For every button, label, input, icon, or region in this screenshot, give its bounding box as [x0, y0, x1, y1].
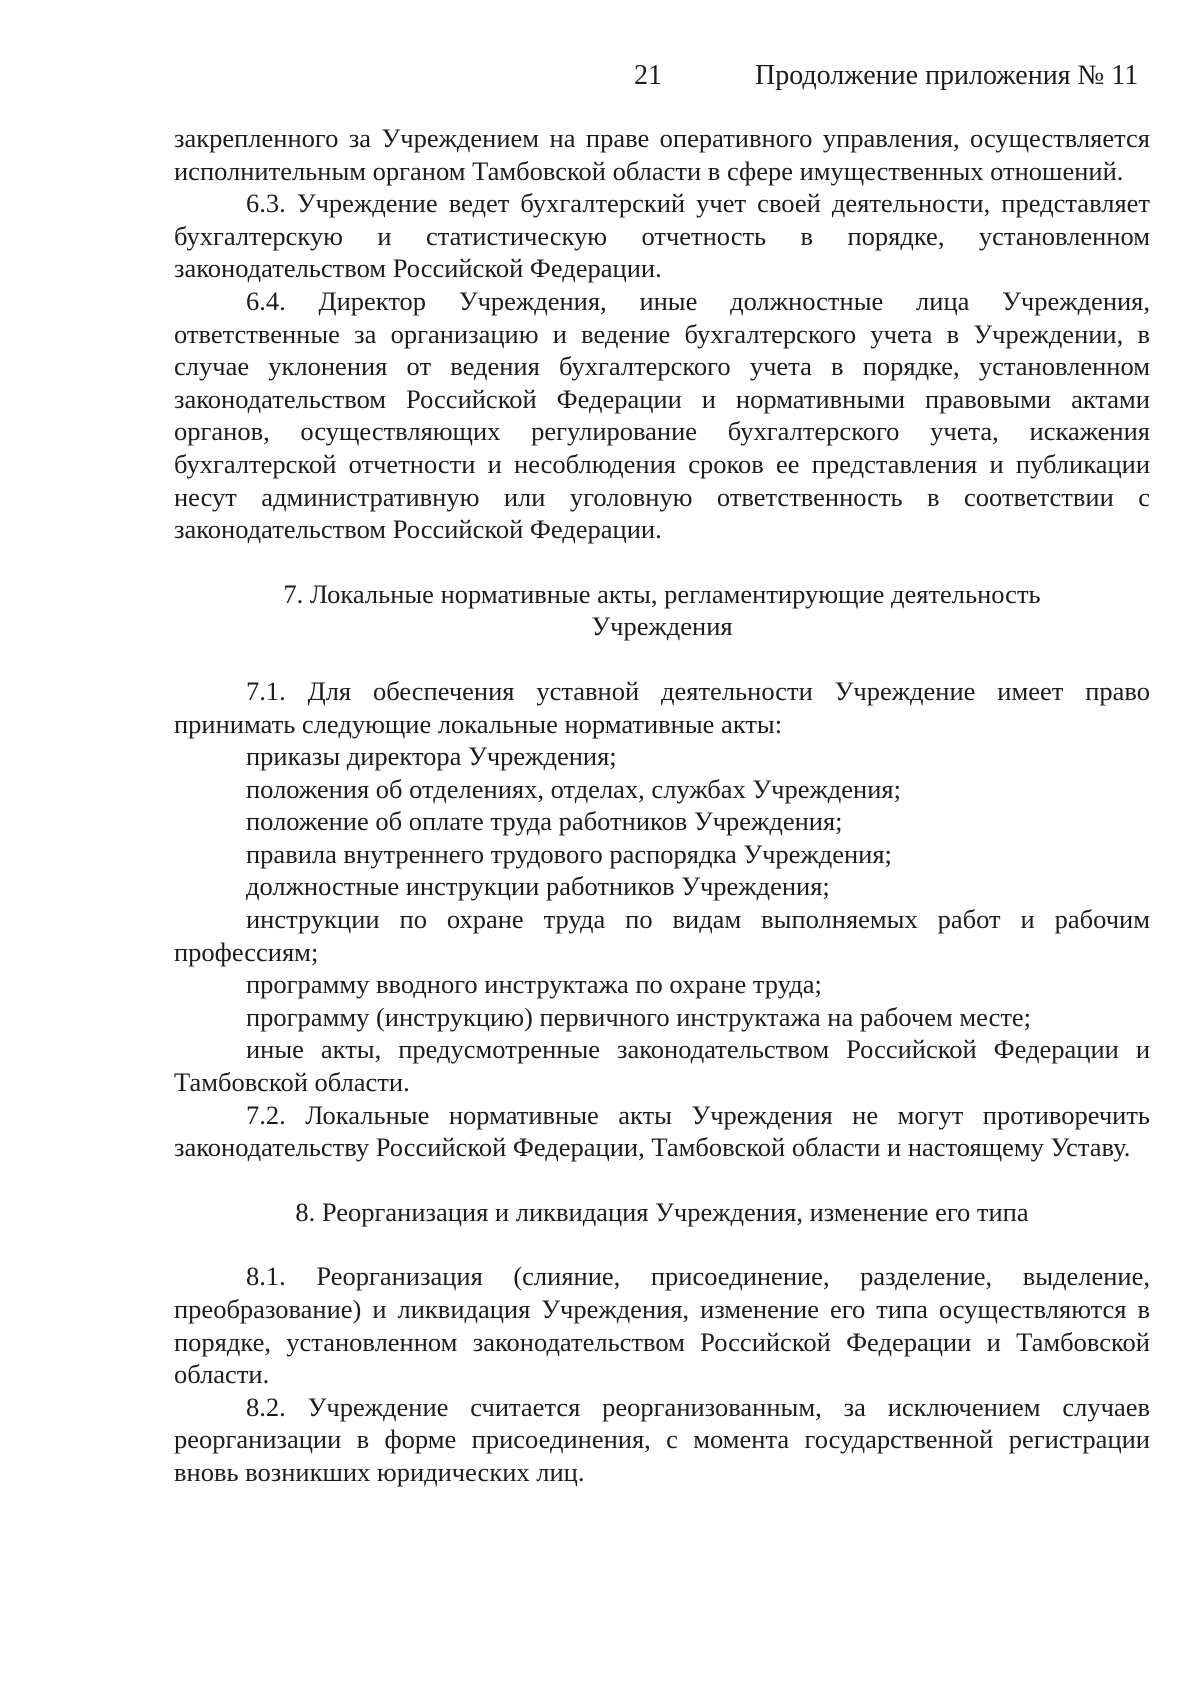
- page-number: 21: [634, 60, 662, 91]
- paragraph-8-1: 8.1. Реорганизация (слияние, присоединение, разделение, выделение, преобразование) и ликвидация Учреждения, изменение его типа осуществляются в порядке, установленном законодательством Российской Федерации и Тамбовской области.: [174, 1261, 1150, 1390]
- appendix-continuation-title: Продолжение приложения № 11: [755, 60, 1139, 91]
- page-header: [0, 58, 1200, 94]
- paragraph-6-3: 6.3. Учреждение ведет бухгалтерский учет своей деятельности, представляет бухгалтерскую и статистическую отчетность в порядке, установленном законодательством Российской Федерации.: [174, 188, 1150, 284]
- list-item: положения об отделениях, отделах, службах Учреждения;: [246, 773, 901, 804]
- document-body: [174, 122, 1150, 1489]
- list-item: инструкции по охране труда по видам выполняемых работ и рабочим профессиям;: [174, 904, 1150, 967]
- paragraph-6-4: 6.4. Директор Учреждения, иные должностные лица Учреждения, ответственные за организацию и ведение бухгалтерского учета в Учреждении, в случае уклонения от ведения бухгалтерского учета в порядке, установленном законодательством Российской Федерации и нормативными правовыми актами органов, осуществляющих регулирование бухгалтерского учета, искажения бухгалтерской отчетности и несоблюдения сроков ее представления и публикации несут административную или уголовную ответственность в соответствии с законодательством Российской Федерации.: [174, 285, 1150, 545]
- paragraph-continuation: закрепленного за Учреждением на праве оперативного управления, осуществляется исполнительным органом Тамбовской области в сфере имущественных отношений.: [174, 123, 1150, 186]
- list-item: положение об оплате труда работников Учреждения;: [246, 806, 843, 837]
- paragraph-7-1: 7.1. Для обеспечения уставной деятельности Учреждение имеет право принимать следующие локальные нормативные акты:: [174, 675, 1150, 739]
- list-item: программу (инструкцию) первичного инструктажа на рабочем месте;: [246, 1001, 1032, 1032]
- paragraph-7-2: 7.2. Локальные нормативные акты Учреждения не могут противоречить законодательству Российской Федерации, Тамбовской области и настоящему Уставу.: [174, 1099, 1150, 1163]
- section-7-heading-line2: Учреждения: [591, 611, 733, 642]
- list-item: иные акты, предусмотренные законодательством Российской Федерации и Тамбовской области.: [174, 1034, 1150, 1098]
- section-7-heading: [174, 578, 1150, 643]
- list-item: должностные инструкции работников Учреждения;: [246, 871, 830, 902]
- list-item: правила внутреннего трудового распорядка Учреждения;: [246, 838, 892, 869]
- section-8-heading: 8. Реорганизация и ликвидация Учреждения, изменение его типа: [295, 1196, 1029, 1227]
- list-item: программу вводного инструктажа по охране труда;: [246, 969, 822, 1000]
- list-item: приказы директора Учреждения;: [246, 741, 617, 772]
- paragraph-8-2: 8.2. Учреждение считается реорганизованным, за исключением случаев реорганизации в форме присоединения, с момента государственной регистрации вновь возникших юридических лиц.: [174, 1391, 1150, 1487]
- section-7-heading-line1: 7. Локальные нормативные акты, регламентирующие деятельность: [283, 578, 1041, 609]
